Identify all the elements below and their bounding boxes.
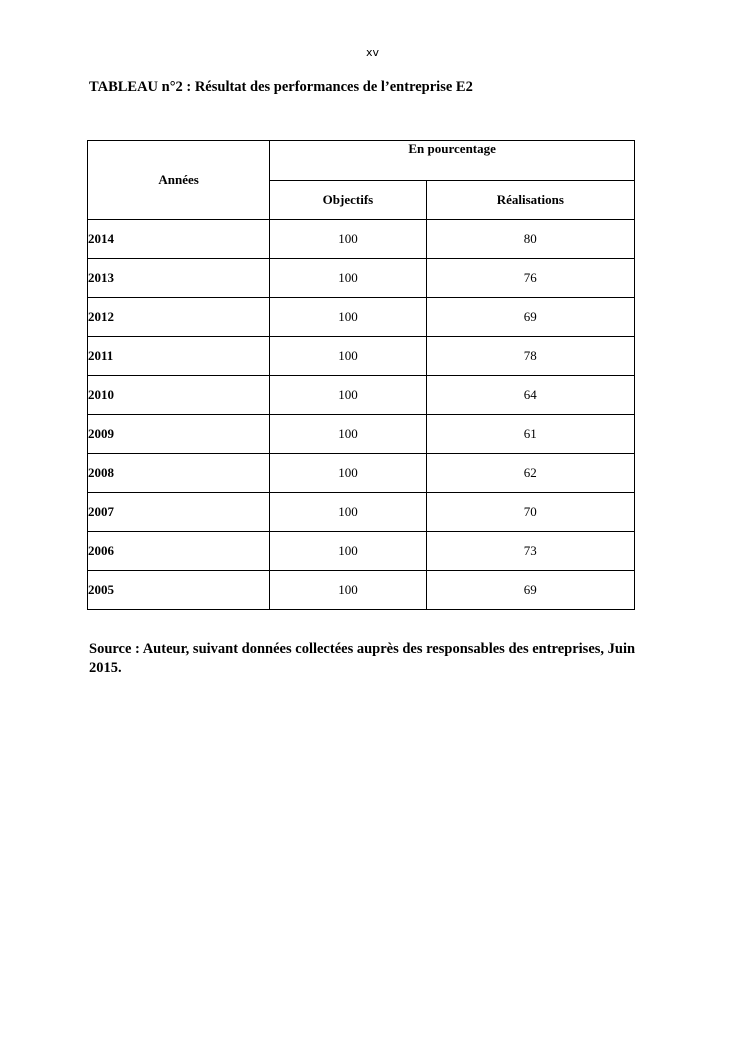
- objective-cell: 100: [270, 376, 426, 415]
- year-cell: 2013: [88, 259, 270, 298]
- objective-cell: 100: [270, 532, 426, 571]
- achievement-cell: 76: [426, 259, 634, 298]
- table-row: [88, 337, 635, 376]
- year-cell: 2014: [88, 220, 270, 259]
- year-cell: 2006: [88, 532, 270, 571]
- achievement-cell: 80: [426, 220, 634, 259]
- year-cell: 2010: [88, 376, 270, 415]
- table-body: [88, 220, 635, 610]
- year-cell: 2011: [88, 337, 270, 376]
- achievement-cell: 62: [426, 454, 634, 493]
- achievement-cell: 69: [426, 298, 634, 337]
- objective-cell: 100: [270, 298, 426, 337]
- header-achievements: Réalisations: [426, 181, 634, 220]
- table-header-row: [88, 141, 635, 181]
- table-row: [88, 259, 635, 298]
- year-cell: 2008: [88, 454, 270, 493]
- objective-cell: 100: [270, 220, 426, 259]
- table-row: [88, 376, 635, 415]
- objective-cell: 100: [270, 454, 426, 493]
- header-objectives: Objectifs: [270, 181, 426, 220]
- performance-table: [87, 140, 635, 610]
- achievement-cell: 64: [426, 376, 634, 415]
- table-row: [88, 532, 635, 571]
- achievement-cell: 73: [426, 532, 634, 571]
- year-cell: 2007: [88, 493, 270, 532]
- header-percentage-group: En pourcentage: [270, 141, 635, 181]
- objective-cell: 100: [270, 337, 426, 376]
- table-row: [88, 571, 635, 610]
- table-row: [88, 298, 635, 337]
- page-number: xv: [365, 46, 380, 59]
- objective-cell: 100: [270, 571, 426, 610]
- objective-cell: 100: [270, 259, 426, 298]
- achievement-cell: 78: [426, 337, 634, 376]
- year-cell: 2005: [88, 571, 270, 610]
- header-years: Années: [88, 141, 270, 220]
- table-title: TABLEAU n°2 : Résultat des performances de l’entreprise E2: [89, 79, 473, 95]
- year-cell: 2009: [88, 415, 270, 454]
- achievement-cell: 70: [426, 493, 634, 532]
- objective-cell: 100: [270, 493, 426, 532]
- year-cell: 2012: [88, 298, 270, 337]
- source-note: Source : Auteur, suivant données collectées auprès des responsables des entreprises, Juin 2015.: [89, 641, 636, 676]
- achievement-cell: 61: [426, 415, 634, 454]
- objective-cell: 100: [270, 415, 426, 454]
- table-row: [88, 454, 635, 493]
- table-row: [88, 220, 635, 259]
- achievement-cell: 69: [426, 571, 634, 610]
- table-row: [88, 415, 635, 454]
- table-row: [88, 493, 635, 532]
